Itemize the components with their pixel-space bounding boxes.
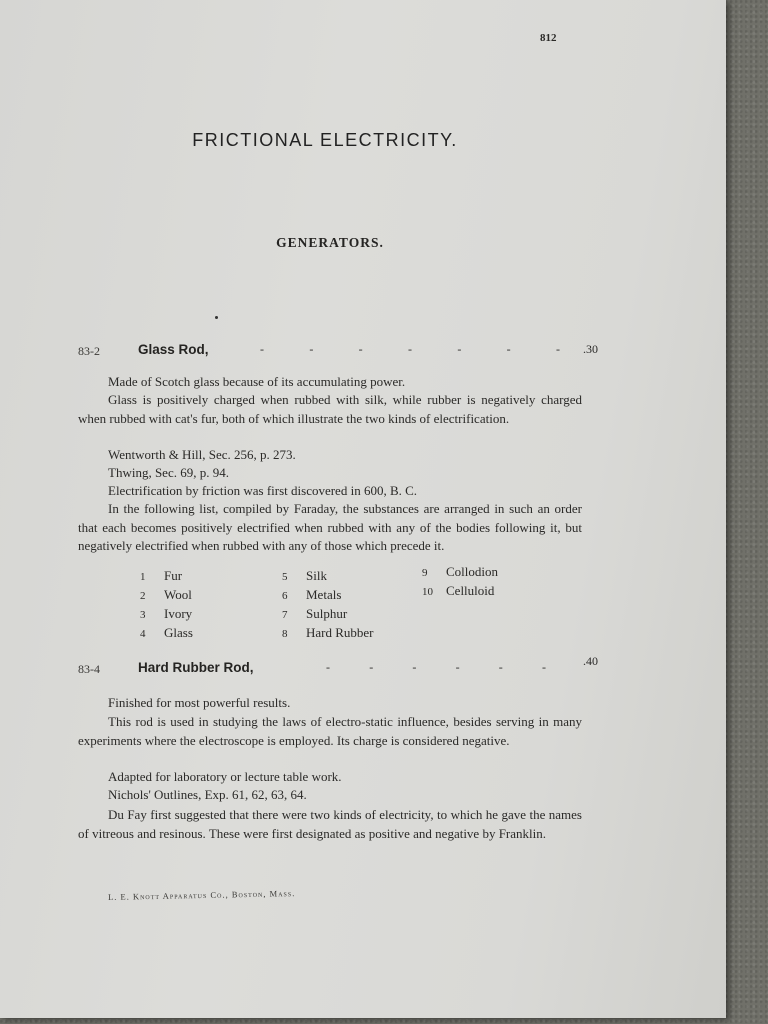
paragraph: Made of Scotch glass because of its accumulating power. <box>108 374 406 389</box>
dash: - <box>369 660 374 674</box>
list-item: 9 Collodion <box>422 564 499 579</box>
dash: - <box>457 342 462 356</box>
paragraph: Finished for most powerful results. <box>108 695 291 710</box>
item-header-hard-rubber-rod <box>78 654 598 680</box>
list-item: 6 Metals <box>282 587 342 602</box>
item-price: .40 <box>583 654 598 668</box>
item-code: 83-4 <box>78 662 100 676</box>
dash: - <box>412 660 417 674</box>
dash: - <box>407 342 412 356</box>
item-name: Glass Rod, <box>138 342 209 357</box>
item-name: Hard Rubber Rod, <box>138 660 254 675</box>
paragraph: Electrification by friction was first discovered in 600, B. C. <box>108 483 418 498</box>
dash: - <box>260 342 264 356</box>
publisher-footer: L. E. Knott Apparatus Co., Boston, Mass. <box>107 888 296 902</box>
dash: - <box>358 342 363 356</box>
leader-dashes <box>326 660 546 675</box>
list-column <box>422 564 498 602</box>
paragraph: This rod is used in studying the laws of electro-static influence, besides serving in many experiments where the electroscope is employed. Its charge is considered negative. <box>78 714 582 748</box>
paragraph: Wentworth & Hill, Sec. 256, p. 273. <box>108 447 296 462</box>
list-item: 10 Celluloid <box>422 583 495 598</box>
list-item: 3 Ivory <box>140 606 193 621</box>
paragraph: Glass is positively charged when rubbed with silk, while rubber is negatively charged when rubbed with cat's fur, both of which illustrate the two kinds of electrification. <box>78 392 582 426</box>
item-code: 83-2 <box>78 344 100 358</box>
item-header-glass-rod <box>78 342 598 362</box>
leader-dashes <box>260 342 560 357</box>
list-column <box>282 568 374 644</box>
dash: - <box>498 660 503 674</box>
dash: - <box>541 660 546 674</box>
paragraph: In the following list, compiled by Faraday, the substances are arranged in such an order that each becomes positively electrified when rubbed with any of the bodies following it, but negatively electrified when rubbed with any of those which precede it. <box>78 501 582 553</box>
list-item: 4 Glass <box>140 625 193 640</box>
list-item: 1 Fur <box>140 568 183 583</box>
list-item: 7 Sulphur <box>282 606 348 621</box>
paragraph: Du Fay first suggested that there were two kinds of electricity, to which he gave the names of vitreous and resinous. These were first designated as positive and negative by Franklin. <box>78 807 582 841</box>
paragraph: Thwing, Sec. 69, p. 94. <box>108 465 229 480</box>
list-item: 8 Hard Rubber <box>282 625 374 640</box>
page-number: 812 <box>540 32 557 44</box>
list-item: 5 Silk <box>282 568 327 583</box>
list-column <box>140 568 193 644</box>
dash: - <box>555 342 560 356</box>
item-price: .30 <box>583 342 598 356</box>
dash: - <box>326 660 330 674</box>
dash: - <box>506 342 511 356</box>
list-item: 2 Wool <box>140 587 192 602</box>
section-title: GENERATORS. <box>276 235 384 250</box>
dash: - <box>455 660 460 674</box>
paragraph: Adapted for laboratory or lecture table work. <box>108 769 342 784</box>
triboelectric-series-list <box>140 564 540 643</box>
page-title: FRICTIONAL ELECTRICITY. <box>192 130 458 150</box>
stray-dot <box>215 316 218 319</box>
dash: - <box>309 342 314 356</box>
paragraph: Nichols' Outlines, Exp. 61, 62, 63, 64. <box>108 787 307 802</box>
